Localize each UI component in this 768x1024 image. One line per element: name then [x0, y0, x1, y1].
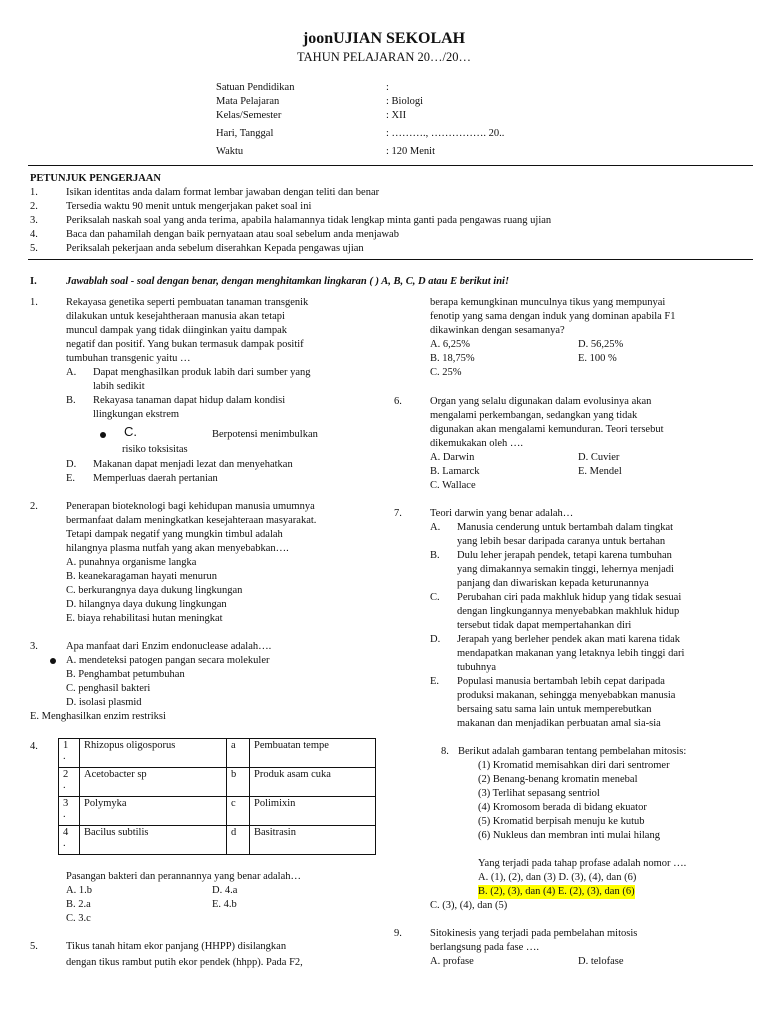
option[interactable]: B. 2.a: [66, 899, 91, 910]
question-text: Sitokinesis yang terjadi pada pembelahan mitosis: [430, 928, 638, 939]
option-text: tersebut tidak dapat mempertahankan diri: [457, 620, 632, 631]
instruction-text: Baca dan pahamilah dengan baik pernyataan atau soal sebelum anda menjawab: [66, 229, 399, 240]
question-text: berapa kemungkinan munculnya tikus yang mempunyai: [430, 297, 666, 308]
table-cell: b: [226, 768, 249, 797]
option[interactable]: D. 56,25%: [578, 339, 624, 350]
list-item: (3) Terlihat sepasang sentriol: [478, 788, 600, 799]
option-text: tubuhnya: [457, 662, 497, 673]
table-row: [59, 797, 376, 826]
instruction-text: Periksalah naskah soal yang anda terima, apabila halamannya tidak lengkap minta ganti pada pengawas ruang ujian: [66, 215, 552, 226]
question-text: Tetapi dampak negatif yang mungkin timbul adalah: [66, 529, 283, 540]
option-selected-marker: [50, 654, 62, 668]
option-key[interactable]: C.: [430, 592, 440, 603]
table-cell: a: [226, 739, 249, 768]
option[interactable]: C. 3.c: [66, 913, 91, 924]
list-item: (2) Benang-benang kromatin menebal: [478, 774, 638, 785]
question-text: tumbuhan transgenic yaitu …: [66, 353, 191, 364]
option[interactable]: B. Lamarck: [430, 466, 480, 477]
question-number: 9.: [394, 928, 402, 939]
option[interactable]: C. (3), (4), dan (5): [430, 900, 508, 911]
instruction-num: 3.: [30, 215, 38, 226]
question-text: dilakukan untuk kesejahtheraan manusia akan tetapi: [66, 311, 285, 322]
option-selected-marker: [100, 428, 112, 442]
option-key[interactable]: D.: [66, 459, 77, 470]
option-key[interactable]: E.: [66, 473, 76, 484]
question-text: dikemukakan oleh ….: [430, 438, 524, 449]
matching-table: [58, 738, 376, 855]
option-text: produksi makanan, sehingga menyebabkan manusia: [457, 690, 676, 701]
instruction-text: Periksalah pekerjaan anda sebelum diserahkan Kepada pengawas ujian: [66, 243, 364, 254]
instruction-num: 5.: [30, 243, 38, 254]
question-text: bermanfaat dalam meningkatkan kesejahteraan masyarakat.: [66, 515, 317, 526]
table-cell: 4 .: [59, 826, 80, 855]
instruction-text: Isikan identitas anda dalam format lembar jawaban dengan teliti dan benar: [66, 187, 380, 198]
table-row: [59, 739, 376, 768]
bullet-icon: [100, 432, 106, 438]
bullet-icon: [50, 658, 56, 664]
table-cell: d: [226, 826, 249, 855]
option-text: risiko toksisitas: [122, 444, 188, 455]
question-text: Pasangan bakteri dan perannannya yang benar adalah…: [66, 871, 301, 882]
option-text: Jerapah yang berleher pendek akan mati karena tidak: [457, 634, 681, 645]
option-key[interactable]: D.: [430, 634, 441, 645]
option[interactable]: D. isolasi plasmid: [66, 697, 142, 708]
identity-label: Hari, Tanggal: [216, 128, 274, 139]
option[interactable]: E. Menghasilkan enzim restriksi: [30, 711, 166, 722]
question-number: 5.: [30, 941, 38, 952]
option[interactable]: B. Penghambat petumbuhan: [66, 669, 185, 680]
option-highlighted[interactable]: B. (2), (3), dan (4) E. (2), (3), dan (6): [478, 886, 635, 897]
option-text: yang dimakannya semakin tinggi, lehernya menjadi: [457, 564, 674, 575]
divider: [28, 259, 753, 260]
question-text: Organ yang selalu digunakan dalam evolusinya akan: [430, 396, 652, 407]
table-cell: Produk asam cuka: [249, 768, 375, 797]
table-cell: Polimixin: [249, 797, 375, 826]
option-text: Dapat menghasilkan produk labih dari sumber yang: [93, 367, 311, 378]
question-text: Penerapan bioteknologi bagi kehidupan manusia umumnya: [66, 501, 315, 512]
option-text: Dulu leher jerapah pendek, tetapi karena tumbuhan: [457, 550, 672, 561]
identity-value: :: [386, 82, 389, 93]
option[interactable]: A. mendeteksi patogen pangan secara molekuler: [66, 655, 270, 666]
option[interactable]: C. 25%: [430, 367, 462, 378]
exam-title: joonUJIAN SEKOLAH: [302, 30, 466, 47]
list-item: (4) Kromosom berada di bidang ekuator: [478, 802, 647, 813]
option[interactable]: A. punahnya organisme langka: [66, 557, 197, 568]
identity-label: Mata Pelajaran: [216, 96, 280, 107]
question-number: 8.: [441, 746, 449, 757]
question-text: Yang terjadi pada tahap profase adalah nomor ….: [478, 858, 687, 869]
question-text: mengalami perkembangan, sedangkan yang tidak: [430, 410, 638, 421]
table-cell: 2 .: [59, 768, 80, 797]
option-key[interactable]: C.: [124, 424, 137, 439]
option-key[interactable]: A.: [430, 522, 441, 533]
option-text: yang lebih besar daripada caranya untuk bertahan: [457, 536, 666, 547]
instruction-num: 1.: [30, 187, 38, 198]
option-key[interactable]: B.: [430, 550, 440, 561]
question-number: 4.: [30, 741, 38, 752]
option[interactable]: A. profase: [430, 956, 474, 967]
divider: [28, 165, 753, 166]
question-number: 7.: [394, 508, 402, 519]
option-text: makanan dan menjadikan perbuatan amal sia-sia: [457, 718, 661, 729]
option[interactable]: E. Mendel: [578, 466, 622, 477]
option[interactable]: D. telofase: [578, 956, 624, 967]
question-number: 6.: [394, 396, 402, 407]
identity-value: : ………., ……………. 20..: [386, 128, 505, 139]
option[interactable]: E. 4.b: [212, 899, 237, 910]
option-text: labih sedikit: [93, 381, 145, 392]
option[interactable]: C. penghasil bakteri: [66, 683, 151, 694]
question-text: dikawinkan dengan sesamanya?: [430, 325, 565, 336]
instruction-text: Tersedia waktu 90 menit untuk mengerjakan paket soal ini: [66, 201, 312, 212]
option-text: bersaing satu sama lain untuk memperebutkan: [457, 704, 652, 715]
option[interactable]: E. biaya rehabilitasi hutan meningkat: [66, 613, 223, 624]
question-text: Apa manfaat dari Enzim endonuclease adalah….: [66, 641, 272, 652]
list-item: (1) Kromatid memisahkan diri dari sentromer: [478, 760, 670, 771]
question-text: Rekayasa genetika seperti pembuatan tanaman transgenik: [66, 297, 309, 308]
table-cell: Pembuatan tempe: [249, 739, 375, 768]
question-number: 3.: [30, 641, 38, 652]
identity-value: : Biologi: [386, 96, 424, 107]
section-num: I.: [30, 276, 37, 287]
option-key[interactable]: E.: [430, 676, 440, 687]
option[interactable]: A. 6,25%: [430, 339, 470, 350]
option[interactable]: A. (1), (2), dan (3) D. (3), (4), dan (6): [478, 872, 637, 883]
identity-label: Kelas/Semester: [216, 110, 282, 121]
identity-value: : XII: [386, 110, 407, 121]
question-number: 2.: [30, 501, 38, 512]
option-key[interactable]: A.: [66, 367, 77, 378]
section-instruction: Jawablah soal - soal dengan benar, dengan menghitamkan lingkaran ( ) A, B, C, D atau E berikut ini!: [66, 276, 510, 287]
question-text: berlangsung pada fase ….: [430, 942, 540, 953]
question-text: fenotip yang sama dengan induk yang dominan apabila F1: [430, 311, 676, 322]
option[interactable]: C. berkurangnya daya dukung lingkungan: [66, 585, 243, 596]
question-text: dengan tikus rambut putih ekor pendek (hhpp). Pada F2,: [66, 957, 303, 968]
option-text: dengan lingkungannya menyebabkan makhluk hidup: [457, 606, 680, 617]
table-cell: 3 .: [59, 797, 80, 826]
table-cell: Polymyka: [80, 797, 227, 826]
option-text: Perubahan ciri pada makhluk hidup yang tidak sesuai: [457, 592, 682, 603]
instruction-num: 4.: [30, 229, 38, 240]
table-cell: c: [226, 797, 249, 826]
table-cell: Basitrasin: [249, 826, 375, 855]
option[interactable]: C. Wallace: [430, 480, 476, 491]
table-cell: Rhizopus oligosporus: [80, 739, 227, 768]
question-number: 1.: [30, 297, 38, 308]
option-text: Rekayasa tanaman dapat hidup dalam kondisi: [93, 395, 286, 406]
question-text: Tikus tanah hitam ekor panjang (HHPP) disilangkan: [66, 941, 287, 952]
option-text: Memperluas daerah pertanian: [93, 473, 218, 484]
table-row: [59, 768, 376, 797]
instruction-num: 2.: [30, 201, 38, 212]
option-key[interactable]: B.: [66, 395, 76, 406]
option-text: Populasi manusia bertambah lebih cepat daripada: [457, 676, 665, 687]
question-text: hilangnya plasma nutfah yang akan menyebabkan….: [66, 543, 289, 554]
identity-value: : 120 Menit: [386, 146, 435, 157]
option[interactable]: A. 1.b: [66, 885, 92, 896]
option[interactable]: B. keanekaragaman hayati menurun: [66, 571, 218, 582]
option-text: Berpotensi menimbulkan: [212, 429, 318, 440]
question-text: negatif dan positif. Yang bukan termasuk dampak positif: [66, 339, 304, 350]
table-cell: Bacilus subtilis: [80, 826, 227, 855]
table-row: [59, 826, 376, 855]
list-item: (5) Kromatid berpisah menuju ke kutub: [478, 816, 645, 827]
option-text: Makanan dapat menjadi lezat dan menyehatkan: [93, 459, 293, 470]
option-text: llingkungan ekstrem: [93, 409, 180, 420]
option[interactable]: D. Cuvier: [578, 452, 620, 463]
option[interactable]: D. 4.a: [212, 885, 238, 896]
option[interactable]: E. 100 %: [578, 353, 617, 364]
option-text: Manusia cenderung untuk bertambah dalam tingkat: [457, 522, 674, 533]
question-text: Teori darwin yang benar adalah…: [430, 508, 574, 519]
option[interactable]: A. Darwin: [430, 452, 475, 463]
option-text: panjang dan diwariskan kepada keturunannya: [457, 578, 649, 589]
option[interactable]: B. 18,75%: [430, 353, 475, 364]
exam-subtitle: TAHUN PELAJARAN 20…/20…: [297, 50, 471, 64]
question-text: muncul dampak yang tidak diinginkan yaitu dampak: [66, 325, 288, 336]
option[interactable]: D. hilangnya daya dukung lingkungan: [66, 599, 227, 610]
table-cell: 1 .: [59, 739, 80, 768]
question-text: Berikut adalah gambaran tentang pembelahan mitosis:: [458, 746, 687, 757]
instructions-heading: PETUNJUK PENGERJAAN: [30, 173, 161, 184]
identity-label: Satuan Pendidikan: [216, 82, 295, 93]
question-text: digunakan akan mengalami kemunduran. Teori tersebut: [430, 424, 664, 435]
identity-label: Waktu: [216, 146, 244, 157]
table-cell: Acetobacter sp: [80, 768, 227, 797]
option-text: mendapatkan makanan yang letaknya lebih tinggi dari: [457, 648, 685, 659]
list-item: (6) Nukleus dan membran inti mulai hilang: [478, 830, 660, 841]
